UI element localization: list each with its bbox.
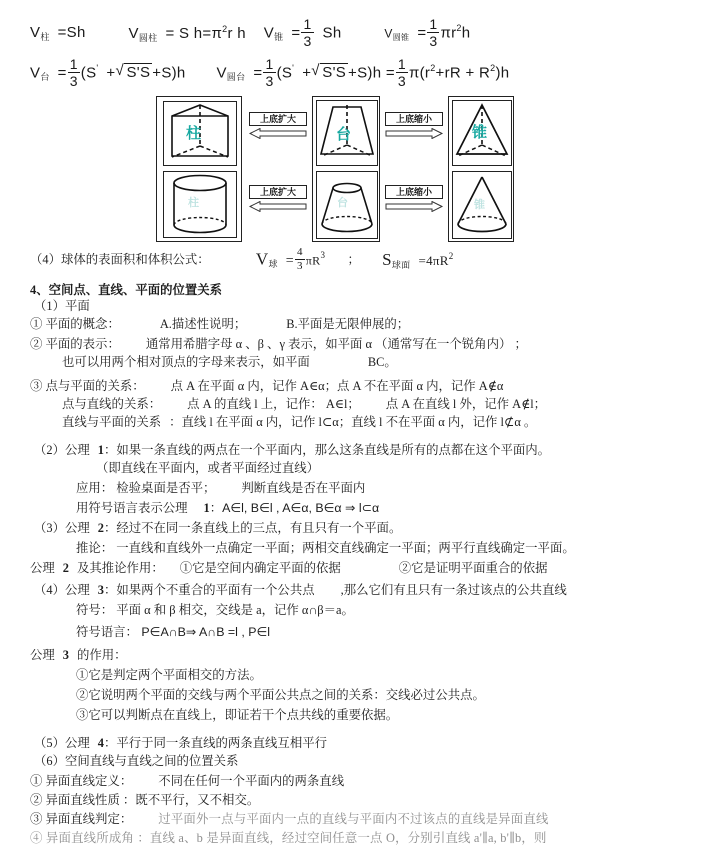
v-symbol: V — [128, 24, 139, 42]
formula-cone-volume — [384, 18, 470, 49]
concept-b: B.平面是无限伸展的； — [286, 317, 410, 331]
diagram-cell-cone-frustum — [316, 171, 378, 239]
axiom-3-text-2: ,那么它们有且只有一条过该点的公共直线 — [340, 583, 567, 597]
axiom-3-usage-label: 的作用： — [76, 648, 127, 662]
axiom-3-statement — [34, 583, 567, 597]
volume-formula-row-2 — [30, 58, 509, 92]
v-subscript: 球 — [268, 259, 278, 270]
equals-sign: = — [385, 64, 395, 82]
axiom-2-usage-1: ①它是空间内确定平面的依据 — [179, 561, 341, 575]
axiom-3-usage-3: ③它可以判断点在直线上，即证若干个点共线的重要依据。 — [76, 708, 399, 722]
v-symbol: V — [30, 24, 41, 41]
formula-cone-frustum-volume — [216, 58, 381, 89]
v-subscript: 锥 — [274, 32, 284, 43]
v-tail: πR — [305, 253, 321, 268]
line-plane-representation-2 — [62, 355, 397, 369]
radicand: S'S — [126, 64, 151, 82]
representation-vertices: 也可以用两个相对顶点的字母来表示，如平面 — [62, 355, 310, 369]
line-point-plane-relation — [30, 379, 503, 393]
v-symbol: V — [216, 64, 227, 82]
line-point-line-relation — [62, 397, 546, 411]
axiom-2-text: ：经过不在同一条直线上的三点，有且只有一个平面。 — [103, 521, 402, 535]
axiom-4-text: ：平行于同一条直线的两条直线互相平行 — [103, 736, 327, 750]
diagram-cell-frustum — [316, 100, 378, 166]
s-subscript: 球面 — [391, 260, 411, 270]
line-skew-definition — [30, 774, 344, 788]
axiom-2-usage — [30, 561, 547, 575]
axiom-3-number: 3 — [97, 583, 104, 597]
shape-label-pyramid: 锥 — [472, 124, 488, 141]
axiom-3-usage-prefix: 公理 — [30, 648, 55, 662]
axiom-3-usage-1: ①它是判定两个平面相交的方法。 — [76, 668, 262, 682]
fraction-one-third — [263, 57, 275, 88]
axiom-1-parenthetical: （即直线在平面内，或者平面经过直线） — [96, 461, 320, 475]
axiom-4-statement — [34, 736, 327, 750]
point-plane-text: 点 A 在平面 α 内，记作 A∈α；点 A 不在平面 α 内，记作 A∉α — [170, 379, 504, 393]
arrow-right-icon — [385, 128, 443, 139]
axiom-3-symbolic-language: 符号语言： P∈A∩B⇒ A∩B =l , P∈l — [76, 625, 271, 639]
label-concept: ① 平面的概念： — [30, 317, 120, 331]
separator-semicolon: ； — [347, 252, 360, 267]
axiom-2-usage-prefix: 公理 — [30, 561, 55, 575]
representation-vertices-name: BC。 — [367, 355, 397, 369]
plus-sign: + — [302, 64, 312, 82]
axiom-1-sym-number: 1 — [203, 501, 210, 515]
sqrt-expression — [115, 63, 152, 81]
axiom-1-text: ：如果一条直线的两点在一个平面内，那么这条直线是所有的点都在这个平面内。 — [103, 443, 551, 457]
representation-greek: 通常用希腊字母 α 、β 、γ 表示，如平面 α （通常写在一个锐角内） ； — [145, 337, 527, 351]
v-symbol: V — [30, 64, 41, 82]
v-subscript: 柱 — [40, 32, 50, 42]
fraction-one-third — [301, 17, 313, 48]
equals-sign: = — [417, 24, 427, 42]
line-skew-property: ② 异面直线性质 ：既不平行，又不相交。 — [30, 793, 260, 807]
diagram-cell-prism — [163, 101, 237, 166]
axiom-1-statement — [34, 443, 550, 457]
equals-sign: = — [253, 64, 263, 82]
solids-transformation-diagram — [156, 96, 514, 242]
numerator: 1 — [303, 16, 312, 32]
v-symbol: V — [263, 24, 275, 42]
diagram-panel-left — [156, 96, 242, 242]
v-tail: r h — [227, 24, 246, 42]
label-skew-definition: ① 异面直线定义： — [30, 774, 133, 788]
expr-body: π(r — [408, 64, 431, 82]
axiom-2-inference: 推论： 一直线和直线外一点确定一平面；两相交直线确定一平面；两平行直线确定一平面。 — [76, 541, 575, 555]
numerator: 1 — [69, 56, 78, 72]
axiom-1-apply-1: 应用： 检验桌面是否平； — [76, 481, 216, 495]
label-point-plane: ③ 点与平面的关系： — [30, 379, 145, 393]
v-body: = S h=π — [165, 24, 223, 42]
plus-sign: + — [106, 64, 116, 82]
formula-frustum-volume — [30, 58, 186, 89]
skew-definition-text: 不同在任何一个平面内的两条直线 — [158, 774, 345, 788]
v-tail2: h — [461, 24, 471, 42]
axiom-3-head: （4）公理 — [34, 583, 90, 597]
label-point-line: 点与直线的关系： — [62, 397, 162, 411]
v-subscript: 台 — [40, 72, 50, 83]
exponent: 2 — [430, 63, 436, 74]
volume-formula-row-1 — [30, 18, 470, 48]
arrow-left-icon — [249, 201, 307, 212]
axiom-4-head: （5）公理 — [34, 736, 90, 750]
point-line-text-a: 点 A 的直线 l 上，记作： A∈l； — [187, 397, 360, 411]
axiom-1-number: 1 — [97, 443, 104, 457]
axiom-2-usage-2: ②它是证明平面重合的依据 — [398, 561, 548, 575]
axiom-2-number: 2 — [97, 521, 104, 535]
v-exponent: 2 — [222, 23, 228, 34]
formula-sphere-volume — [256, 248, 325, 273]
diagram-panel-middle — [312, 96, 380, 242]
arrow-label-expand-bottom: 上底扩大 — [249, 185, 307, 199]
shape-label-cylinder: 柱 — [188, 197, 198, 209]
expr-tail: )h — [495, 64, 510, 82]
line-skew-angle: ④ 异面直线所成角 ：直线 a、b 是异面直线，经过空间任意一点 O，分别引直线 a'∥a, b'∥b，则 — [30, 831, 547, 845]
fraction-one-third — [396, 57, 408, 88]
numerator: 1 — [265, 56, 274, 72]
concept-a: A.描述性说明； — [159, 317, 247, 331]
denominator: 3 — [303, 33, 312, 49]
exponent: 3 — [320, 250, 326, 261]
v-exponent: 2 — [456, 23, 462, 34]
axiom-2-usage-label: 及其推论作用： — [76, 561, 164, 575]
axiom-1-sym-prefix: 用符号语言表示公理 — [76, 501, 188, 515]
formula-sphere-surface — [382, 249, 453, 272]
diagram-panel-right — [448, 96, 514, 242]
shape-label-cone-frustum: 台 — [337, 197, 347, 209]
exponent: 2 — [448, 251, 454, 261]
v-subscript: 圆锥 — [392, 33, 410, 43]
axiom-1-symbolic — [76, 501, 379, 515]
fraction-four-thirds — [295, 247, 305, 272]
subsection-1-title: （1）平面 — [34, 299, 90, 313]
fraction-one-third — [427, 17, 439, 48]
point-line-text-b: 点 A 在直线 l 外，记作 A∉l； — [385, 397, 547, 411]
denominator: 3 — [296, 260, 303, 272]
cylinder-icon — [164, 172, 236, 237]
prime-mark: ' — [96, 63, 99, 74]
axiom-3-text: ：如果两个不重合的平面有一个公共点 — [103, 583, 315, 597]
diagram-cell-cylinder — [163, 171, 237, 238]
v-body: =Sh — [57, 24, 86, 41]
arrow-group-left-bottom — [249, 185, 307, 212]
sphere-formula-line — [30, 248, 454, 273]
line-plane-text: ：直线 l 在平面 α 内，记作 l⊂α；直线 l 不在平面 α 内，记作 l⊄α 。 — [169, 415, 537, 429]
close-expr: +S)h — [152, 64, 186, 82]
v-subscript: 圆台 — [226, 72, 246, 83]
arrow-group-right-top — [385, 112, 443, 139]
line-plane-representation — [30, 337, 527, 351]
subsection-6-title: （6）空间直线与直线之间的位置关系 — [34, 754, 239, 768]
v-symbol: V — [255, 249, 269, 269]
v-tail: πr — [440, 24, 457, 42]
line-line-plane-relation — [62, 415, 536, 429]
axiom-1-application — [76, 481, 365, 495]
axiom-3-usage-heading — [30, 648, 127, 662]
skew-criterion-text: 过平面外一点与平面内一点的直线与平面内不过该点的直线是异面直线 — [158, 812, 549, 826]
prime-mark: ' — [292, 63, 295, 74]
equals-sign: = — [57, 64, 67, 82]
axiom-3-symbol: 符号： 平面 α 和 β 相交，交线是 a，记作 α∩β＝a。 — [76, 603, 354, 617]
fraction-one-third — [68, 57, 80, 88]
axiom-3-usage-2: ②它说明两个平面的交线与两个平面公共点之间的关系：交线必过公共点。 — [76, 688, 485, 702]
formula-prism-volume — [30, 24, 86, 43]
diagram-cell-pyramid — [452, 100, 512, 166]
axiom-4-number: 4 — [97, 736, 104, 750]
denominator: 3 — [265, 73, 274, 89]
arrow-right-icon — [385, 201, 443, 212]
section-heading-4: 4、空间点、直线、平面的位置关系 — [30, 283, 223, 297]
denominator: 3 — [69, 73, 78, 89]
axiom-3-usage-number: 3 — [62, 648, 69, 662]
sqrt-expression — [311, 63, 348, 81]
label-skew-criterion: ③ 异面直线判定： — [30, 812, 133, 826]
arrow-left-icon — [249, 128, 307, 139]
close-expr: +S)h — [348, 64, 382, 82]
shape-label-frustum: 台 — [336, 126, 352, 143]
shape-label-prism: 柱 — [186, 125, 202, 142]
equals-sign: = — [285, 253, 294, 269]
numerator: 4 — [296, 246, 303, 258]
arrow-label-shrink-top: 上底缩小 — [385, 112, 443, 126]
shape-label-cone: 锥 — [474, 199, 484, 211]
arrow-group-left-top — [249, 112, 307, 139]
numerator: 1 — [429, 16, 438, 32]
open-paren: (S — [276, 64, 293, 82]
denominator: 3 — [429, 33, 438, 49]
formula-cylinder-volume — [129, 24, 246, 44]
line-plane-concept — [30, 317, 409, 331]
s-body: =4πR — [418, 253, 449, 268]
axiom-2-usage-number: 2 — [62, 561, 69, 575]
axiom-1-apply-2: 判断直线是否在平面内 — [241, 481, 366, 495]
v-subscript: 圆柱 — [138, 32, 158, 43]
axiom-2-statement — [34, 521, 401, 535]
open-paren: (S — [80, 64, 97, 82]
axiom-2-head: （3）公理 — [34, 521, 90, 535]
axiom-1-sym-text: ：A∈l, B∈l , A∈α, B∈α ⇒ l⊂α — [209, 501, 380, 515]
diagram-cell-cone — [452, 171, 512, 239]
denominator: 3 — [397, 73, 406, 89]
radicand: S'S — [322, 64, 347, 82]
axiom-1-head: （2）公理 — [34, 443, 90, 457]
arrow-label-shrink-bottom: 上底缩小 — [385, 185, 443, 199]
sphere-formula-prefix: （4）球体的表面积和体积公式： — [30, 252, 210, 267]
v-tail: Sh — [322, 24, 342, 42]
formula-pyramid-volume — [264, 18, 342, 49]
numerator: 1 — [397, 56, 406, 72]
v-symbol: V — [384, 26, 393, 41]
label-representation: ② 平面的表示： — [30, 337, 120, 351]
line-skew-criterion — [30, 812, 549, 826]
formula-cone-frustum-expanded — [386, 58, 510, 89]
exponent: 2 — [490, 63, 496, 74]
equals-sign: = — [291, 24, 301, 42]
arrow-label-expand-top: 上底扩大 — [249, 112, 307, 126]
label-line-plane: 直线与平面的关系 — [62, 415, 162, 429]
cone-frustum-icon — [317, 172, 377, 238]
arrow-group-right-bottom — [385, 185, 443, 212]
s-symbol: S — [382, 250, 392, 269]
expr-mid: +rR + R — [435, 64, 491, 82]
